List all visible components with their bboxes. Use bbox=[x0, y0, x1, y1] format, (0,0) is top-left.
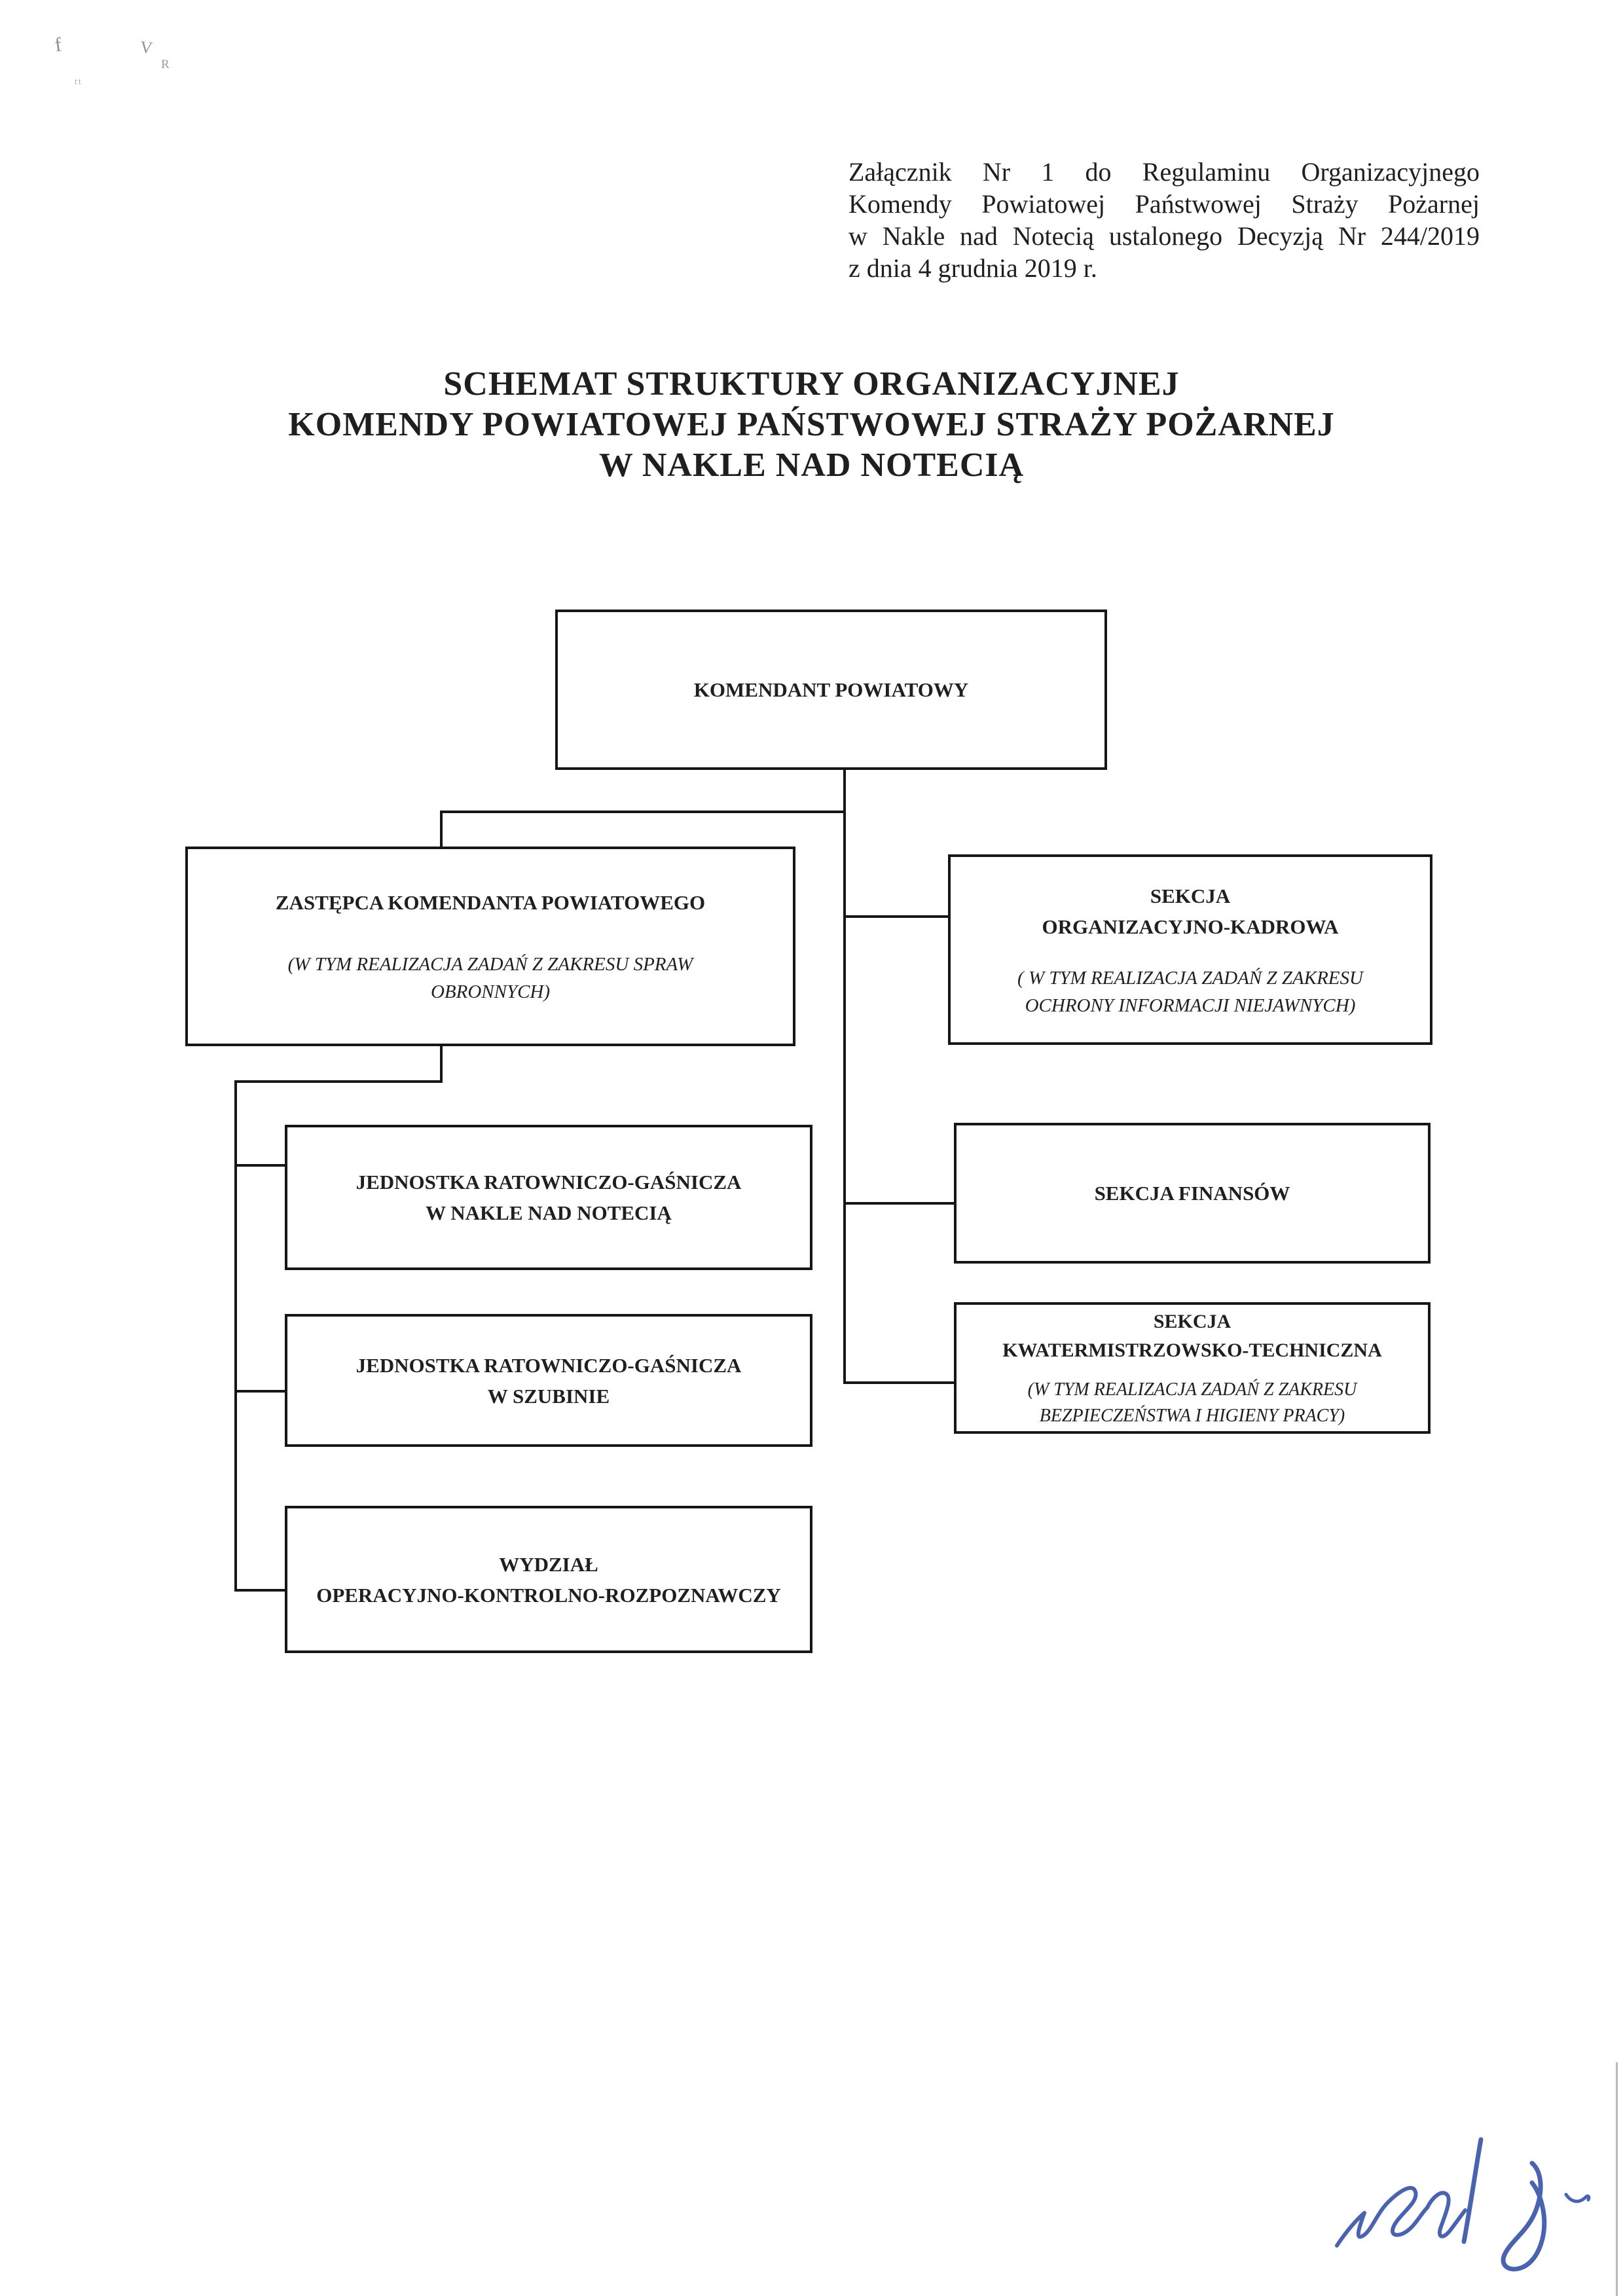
org-box-sekcja-organizacyjno-kadrowa bbox=[948, 854, 1432, 1045]
connector-stub-jrg-naklo bbox=[236, 1164, 288, 1167]
org-box-title bbox=[356, 1167, 742, 1228]
scan-artifact-mark: R bbox=[161, 58, 170, 71]
scan-edge-shadow bbox=[1616, 2062, 1618, 2296]
connector-trunk-komendant bbox=[843, 769, 846, 1384]
org-box-subnote-line: OCHRONY INFORMACJI NIEJAWNYCH) bbox=[1025, 994, 1356, 1016]
title-line: SCHEMAT STRUKTURY ORGANIZACYJNEJ bbox=[443, 365, 1180, 403]
org-box-title bbox=[316, 1549, 781, 1611]
org-box-title-line: WYDZIAŁ bbox=[499, 1552, 598, 1576]
org-box-title-line: JEDNOSTKA RATOWNICZO-GAŚNICZA bbox=[356, 1171, 742, 1194]
org-box-title-line: ZASTĘPCA KOMENDANTA POWIATOWEGO bbox=[275, 891, 706, 914]
connector-branch-kwatermistrz bbox=[845, 1381, 957, 1384]
document-title bbox=[0, 364, 1623, 486]
org-box-title bbox=[276, 887, 705, 918]
org-box-title-line: OPERACYJNO-KONTROLNO-ROZPOZNAWCZY bbox=[316, 1583, 781, 1607]
org-box-title-line: JEDNOSTKA RATOWNICZO-GAŚNICZA bbox=[356, 1353, 742, 1377]
org-box-subnote-line: OBRONNYCH) bbox=[430, 981, 551, 1002]
handwritten-signature bbox=[1316, 2129, 1604, 2280]
org-box-sekcja-kwatermistrzowsko-techniczna bbox=[954, 1302, 1431, 1434]
org-box-title bbox=[356, 1350, 742, 1412]
connector-branch-finansow bbox=[845, 1202, 957, 1205]
org-box-title-line: KOMENDANT POWIATOWY bbox=[693, 678, 969, 701]
org-box-subnote-line: ( W TYM REALIZACJA ZADAŃ Z ZAKRESU bbox=[1017, 967, 1363, 989]
attachment-reference-note bbox=[848, 156, 1480, 284]
org-box-title bbox=[1042, 881, 1339, 942]
title-line: KOMENDY POWIATOWEJ PAŃSTWOWEJ STRAŻY POŻARNEJ bbox=[288, 406, 1335, 443]
org-box-subnote bbox=[288, 951, 693, 1006]
org-box-jrg-szubin bbox=[285, 1314, 812, 1447]
title-line: W NAKLE NAD NOTECIĄ bbox=[598, 446, 1025, 484]
org-box-title bbox=[1002, 1307, 1382, 1365]
scan-artifact-mark: tt bbox=[75, 77, 82, 87]
connector-stub-wydzial bbox=[236, 1589, 288, 1592]
connector-branch-zastepca-vertical bbox=[440, 811, 443, 849]
note-line: Załącznik Nr 1 do Regulaminu Organizacyjnego bbox=[848, 157, 1480, 187]
org-box-zastepca-komendanta bbox=[185, 847, 795, 1046]
org-box-subnote bbox=[1017, 964, 1363, 1019]
scan-artifact-mark: f bbox=[53, 33, 64, 56]
note-line: w Nakle nad Notecią ustalonego Decyzją Nr 244/2019 bbox=[848, 221, 1480, 251]
org-box-subnote-line: BEZPIECZEŃSTWA I HIGIENY PRACY) bbox=[1039, 1405, 1345, 1426]
org-box-title-line: SEKCJA bbox=[1153, 1310, 1231, 1332]
connector-branch-sekcja-org bbox=[845, 915, 951, 918]
org-box-title-line: ORGANIZACYJNO-KADROWA bbox=[1042, 915, 1339, 938]
connector-zastepca-drop bbox=[440, 1045, 443, 1083]
connector-left-jog bbox=[234, 1080, 443, 1083]
org-box-subnote-line: (W TYM REALIZACJA ZADAŃ Z ZAKRESU bbox=[1027, 1379, 1357, 1400]
org-box-title-line: W SZUBINIE bbox=[487, 1384, 610, 1408]
org-box-jrg-naklo bbox=[285, 1125, 812, 1270]
scan-artifact-mark: V bbox=[139, 37, 154, 58]
org-box-title-line: SEKCJA FINANSÓW bbox=[1094, 1182, 1290, 1205]
connector-stub-jrg-szubin bbox=[236, 1390, 288, 1393]
org-box-title-line: SEKCJA bbox=[1150, 884, 1231, 907]
org-box-subnote-line: (W TYM REALIZACJA ZADAŃ Z ZAKRESU SPRAW bbox=[287, 954, 693, 975]
org-box-title bbox=[694, 674, 968, 705]
org-box-title bbox=[1095, 1178, 1290, 1209]
connector-trunk-zastepca bbox=[234, 1080, 237, 1592]
org-box-title-line: W NAKLE NAD NOTECIĄ bbox=[426, 1201, 672, 1224]
org-box-subnote bbox=[1028, 1377, 1357, 1429]
org-box-title-line: KWATERMISTRZOWSKO-TECHNICZNA bbox=[1002, 1339, 1382, 1361]
org-box-komendant-powiatowy bbox=[555, 610, 1107, 770]
connector-branch-zastepca-horizontal bbox=[440, 811, 846, 813]
org-box-wydzial-operacyjno-kontrolno-rozpoznawczy bbox=[285, 1506, 812, 1653]
note-line: Komendy Powiatowej Państwowej Straży Pożarnej bbox=[848, 189, 1480, 219]
org-box-sekcja-finansow bbox=[954, 1123, 1431, 1264]
note-line: z dnia 4 grudnia 2019 r. bbox=[848, 253, 1097, 283]
